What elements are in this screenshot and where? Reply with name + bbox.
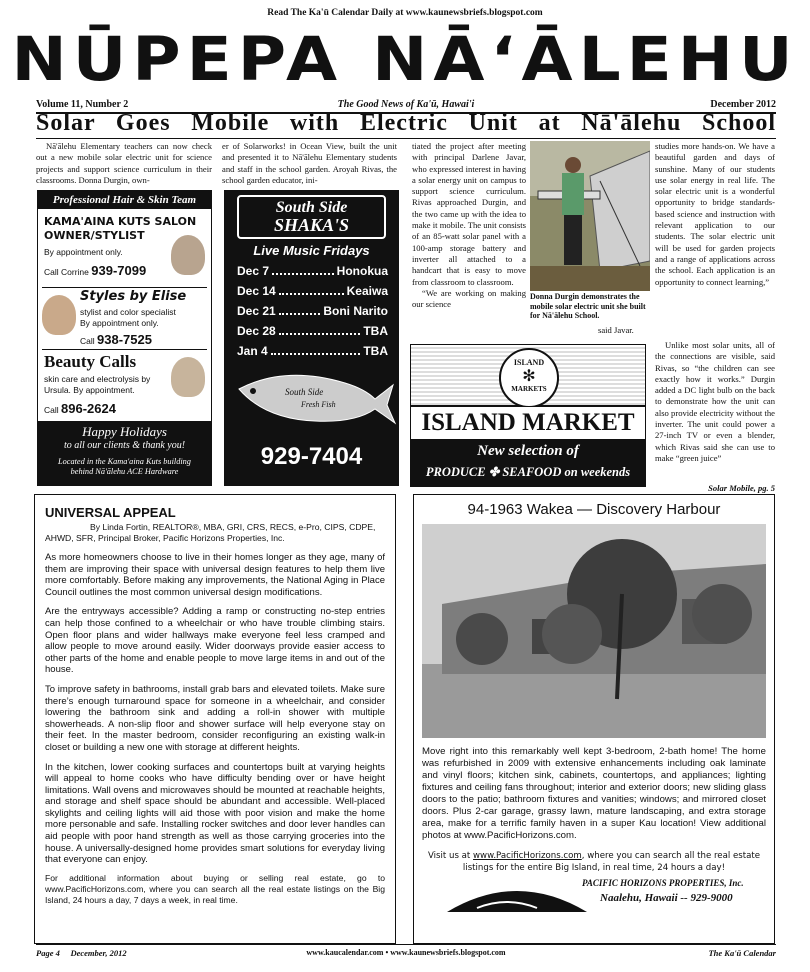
shakas-title-1: South Side xyxy=(275,199,348,216)
article-col-2 xyxy=(222,141,397,189)
shakas-phone: 929-7404 xyxy=(260,443,363,470)
fish-text-2: Fresh Fish xyxy=(301,400,336,409)
island-produce: PRODUCE xyxy=(425,465,486,479)
schedule-leader xyxy=(279,281,344,295)
article-col-4 xyxy=(655,141,775,337)
house-photo xyxy=(422,524,766,738)
divider xyxy=(42,287,207,288)
fish-text-1: South Side xyxy=(285,387,324,397)
issue-date: December 2012 xyxy=(710,99,776,110)
elise-name: Styles by Elise xyxy=(80,289,187,304)
palm-icon: ✻ xyxy=(522,366,536,385)
photo-durgin-icon xyxy=(530,141,650,291)
schedule-act: Keaiwa xyxy=(346,284,388,298)
ua-footer: For additional information about buying or selling real estate, go to www.PacificHorizons.com, where you can search all the real estate listings on the Big Island, 24 hours a day, 7 days a week, in real time. xyxy=(45,872,385,906)
appt-text: By appointment only. xyxy=(80,318,159,328)
shakas-sub: Live Music Fridays xyxy=(253,243,370,258)
salon-header: Professional Hair & Skin Team xyxy=(38,191,211,209)
article-text: er of Solarworks! in Ocean View, built the unit and presented it to Nā'ālehu Elementary students and staff in the school garden. Aroyah Rivas, the school garden educator, ini- xyxy=(222,141,397,185)
phone-number: 896-2624 xyxy=(61,401,116,416)
footer-left: Page 4 December, 2012 xyxy=(36,948,127,958)
company-name: PACIFIC HORIZONS PROPERTIES, Inc. xyxy=(582,878,744,888)
universal-appeal-article xyxy=(34,494,396,944)
island-line1: New selection of xyxy=(477,443,579,459)
island-seafood: SEAFOOD on weekends xyxy=(502,465,631,479)
photo-caption: Donna Durgin demonstrates the mobile solar electric unit she built for Nā'ālehu School. xyxy=(530,292,646,320)
schedule-row xyxy=(237,261,388,281)
schedule-date: Dec 21 xyxy=(237,304,276,318)
phone-number: 938-7525 xyxy=(97,332,152,347)
footer-right: The Ka'ū Calendar xyxy=(708,948,776,958)
article-col-3 xyxy=(412,141,526,337)
schedule-leader xyxy=(279,301,321,315)
schedule-leader xyxy=(272,261,334,275)
schedule-date: Dec 28 xyxy=(237,324,276,338)
stylist-photo xyxy=(171,235,205,275)
schedule-list xyxy=(237,261,388,361)
article-col-1 xyxy=(36,141,212,189)
call-label: Call xyxy=(44,405,59,415)
appt-text: By appointment only. xyxy=(44,247,123,257)
issue-volume: Volume 11, Number 2 xyxy=(36,99,129,110)
schedule-row xyxy=(237,341,388,361)
divider xyxy=(36,944,776,945)
article-text: Nā'ālehu Elementary teachers can now check out a new mobile solar electric unit for science projects and support science curriculum in their classrooms. Donna Durgin, own- xyxy=(36,141,212,185)
divider xyxy=(42,349,207,350)
stylist-photo xyxy=(171,357,205,397)
listing-desc: Move right into this remarkably well kept 3-bedroom, 2-bath home! The home was refurbished in 2009 with extensive enhancements including oak laminate and vinyl floors; kitchen sink, cabinets, countertops, and appliances; lighting fixtures and ceiling fans throughout; interior and exterior doors; new sliding glass doors to the patio; bathroom fixtures and vanities; windows; and mirrored closet doors. Plus 2-car garage, grassy lawn, mature landscaping, and extra storage area, make for a terrific family haven in a super Kau location! View additional photos at www.PacificHorizons.com. xyxy=(422,746,766,841)
headline: Solar Goes Mobile with Electric Unit at Nā'ālehu School xyxy=(36,110,776,136)
visit-text: , where you can search all the real estate listings for the entire Big Island, in real time, 24 hours a day! xyxy=(462,851,761,873)
ua-title: UNIVERSAL APPEAL xyxy=(45,505,176,520)
logo-top: ISLAND xyxy=(513,358,545,367)
issue-tagline: The Good News of Ka'ū, Hawai'i xyxy=(337,99,475,110)
footer-center: www.kaucalendar.com • www.kaunewsbriefs.blogspot.com xyxy=(306,948,506,957)
ua-paragraph: Are the entryways accessible? Adding a ramp or constructing no-step entries can help those confined to a wheelchair or who have trouble climbing stairs. Open floor plans and wider hallways make everyone feel less cramped and allow people to move around easily. Wider doorways provide easier access to other parts of the home and enable people to move large items in and out of the house. xyxy=(45,606,385,676)
divider xyxy=(36,138,776,139)
beauty-desc: skin care and electrolysis by Ursula. By appointment. xyxy=(44,374,151,395)
masthead xyxy=(0,20,810,100)
house-photo-icon xyxy=(422,524,766,738)
schedule-act: Boni Narito xyxy=(323,304,388,318)
schedule-date: Jan 4 xyxy=(237,344,268,358)
listing-title: 94-1963 Wakea — Discovery Harbour xyxy=(467,501,721,518)
salon-ad xyxy=(37,190,212,486)
fish-icon xyxy=(225,361,400,431)
schedule-date: Dec 7 xyxy=(237,264,270,278)
call-label: Call xyxy=(80,336,95,346)
schedule-date: Dec 14 xyxy=(237,284,276,298)
schedule-row xyxy=(237,281,388,301)
article-text: tiated the project after meeting with principal Darlene Javar, who expressed interest in having a solar energy unit on campus to support science curriculum. Rivas approached Durgin, and the two came up with the idea to make it mobile. The unit consists of an 85-watt solar panel with a 100-amp storage battery and inverter all attached to a handcart that is easy to move from classroom to classroom. xyxy=(412,141,526,287)
salon-role: OWNER/STYLIST xyxy=(44,229,145,242)
schedule-act: Honokua xyxy=(336,264,388,278)
beauty-calls-name: Beauty Calls xyxy=(44,352,137,371)
masthead-title: NŪPEPA NĀʻĀLEHU xyxy=(11,24,799,95)
island-markets-logo xyxy=(499,348,559,408)
salon-location: Located in the Kama'aina Kuts building behind Nā'ālehu ACE Hardware xyxy=(58,457,191,476)
holiday-banner xyxy=(38,421,211,485)
article-text: “We are working on making our science xyxy=(412,287,526,310)
jump-line: Solar Mobile, pg. 5 xyxy=(708,483,775,493)
listing-ad xyxy=(413,494,775,944)
article-text: Unlike most solar units, all of the connections are visible, said Rivas, so “the children can see exactly how it works.” Durgin added a DC light bulb on the back to demonstrate how the unit can also provide electricity without the inverter. The unit could power a 27-inch TV or even a blender, which Rivas said she can use to make “green juice” xyxy=(655,340,775,463)
holiday-sub: to all our clients & thank you! xyxy=(63,440,186,451)
schedule-row xyxy=(237,301,388,321)
company-contact: Naalehu, Hawaii -- 929-9000 xyxy=(600,892,733,904)
logo-bottom: MARKETS xyxy=(511,385,547,393)
flower-icon: ✤ xyxy=(488,465,503,479)
website-link[interactable]: www.PacificHorizons.com xyxy=(473,851,582,861)
salon-name: KAMA'AINA KUTS SALON xyxy=(44,215,197,228)
top-notice: Read The Ka'ū Calendar Daily at www.kaunewsbriefs.blogspot.com xyxy=(267,8,543,18)
island-market-name: ISLAND MARKET xyxy=(411,407,645,439)
schedule-leader xyxy=(271,341,361,355)
holiday-title: Happy Holidays xyxy=(82,424,167,439)
pacific-horizons-logo xyxy=(447,878,587,914)
schedule-row xyxy=(237,321,388,341)
ua-paragraph: As more homeowners choose to live in their homes longer as they age, many of them are improving their space with universal design features to help them live more comfortably. Before making any improvements, the National Aging in Place Council outlines the most common universal design modifications. xyxy=(45,552,385,598)
shakas-ad xyxy=(224,190,399,486)
ua-paragraph: In the kitchen, lower cooking surfaces and countertops built at varying heights will appeal to home cooks who have difficulty bending over or have height limitations. Wall ovens and microwaves should be mounted at reachable heights, and storage and shelf space should be abundant and accessible. Well-placed skylights and ceiling lights will aid those with poor vision and make the home more personable and safe. Installing rocker switches and door lever handles can aid people with poor hand strength as well as those carrying groceries into the house. A universally-designed home provides smart solutions for everyday living that everyone can enjoy. xyxy=(45,761,385,866)
island-market-ad xyxy=(410,344,646,487)
article-text: said Javar. xyxy=(598,325,634,335)
schedule-act: TBA xyxy=(363,344,388,358)
article-text: studies more hands-on. We have a beautiful garden and days of sunshine. Many of our students use solar energy in real life. The solar electric unit is a wonderful opportunity to bridge standards-based science and instruction with relevant application to our students. The solar electric unit will be used for garden projects and a range of applications across the school. Each application is an opportunity to connect learning,” xyxy=(655,141,775,287)
shakas-title-2: SHAKA'S xyxy=(273,215,350,235)
phone-number: 939-7099 xyxy=(91,263,147,278)
article-col-4b xyxy=(655,340,775,482)
schedule-leader xyxy=(279,321,361,335)
schedule-act: TBA xyxy=(363,324,388,338)
stylist-photo xyxy=(42,295,76,335)
call-label: Call Corrine xyxy=(44,267,89,277)
article-photo xyxy=(530,141,650,291)
visit-text: Visit us at xyxy=(427,851,471,861)
elise-desc: stylist and color specialist xyxy=(80,307,176,317)
ua-byline: By Linda Fortin, REALTOR®, MBA, GRI, CRS, RECS, e-Pro, CIPS, CDPE, AHWD, SFR, Principal Broker, Pacific Horizons Properties, Inc. xyxy=(45,522,376,543)
ua-paragraph: To improve safety in bathrooms, install grab bars and elevated toilets. Make sure there’s enough turnaround space for someone in a wheelchair, and consider lowering the bathroom sink and adding a roll-in shower with multiple showerheads. A non-slip floor and shower surface will help everyone stay on their feet. In the master bedroom, consider reconfiguring an existing walk-in closet or building a new one with storage at different heights. xyxy=(45,683,385,753)
